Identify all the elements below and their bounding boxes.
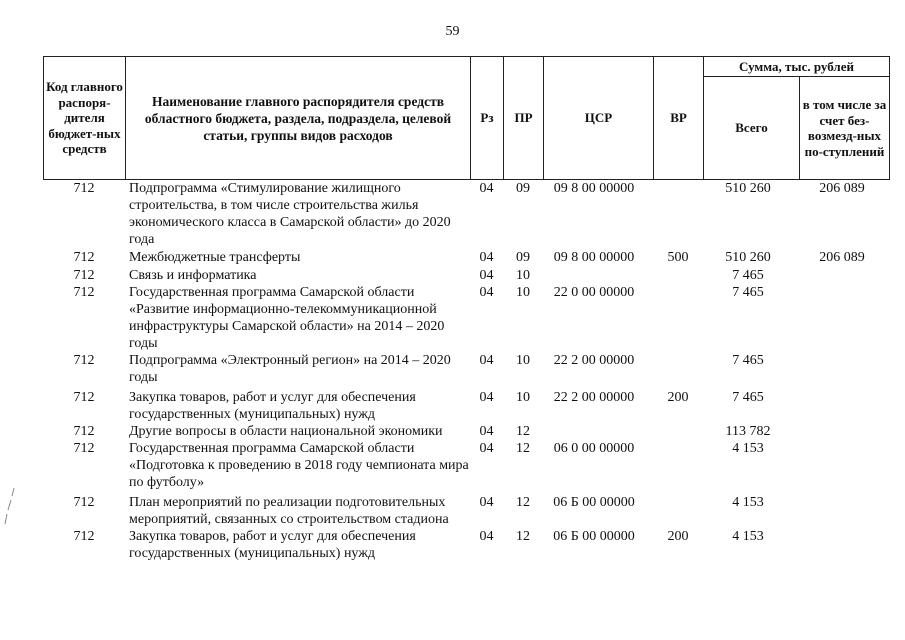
header-csr: ЦСР: [544, 57, 654, 180]
row-name: Государственная программа Самарской области «Подготовка к проведению в 2018 году чемпионата мира по футболу»: [129, 441, 469, 490]
table-header: [43, 56, 890, 180]
row-pr: 10: [516, 285, 530, 300]
row-csr: 06 0 00 00000: [553, 441, 635, 456]
row-code: 712: [73, 390, 95, 405]
row-pr: 12: [516, 441, 530, 456]
row-rz: 04: [479, 424, 494, 439]
row-rz: 04: [479, 181, 494, 196]
row-pr: 10: [516, 353, 530, 368]
row-pr: 10: [516, 268, 530, 283]
table-row: [43, 389, 889, 423]
row-incl: [799, 284, 889, 352]
row-code: 712: [73, 441, 95, 456]
row-name: Другие вопросы в области национальной экономики: [129, 424, 443, 439]
row-rz: 04: [479, 390, 494, 405]
row-total: 113 782: [725, 424, 771, 439]
row-incl: [799, 352, 889, 389]
row-code: 712: [73, 353, 95, 368]
row-vr: [653, 352, 703, 389]
row-vr: [653, 284, 703, 352]
row-rz: 04: [479, 268, 494, 283]
row-total: 510 260: [725, 250, 771, 265]
row-csr: 09 8 00 00000: [553, 181, 635, 196]
row-csr: 06 Б 00 00000: [553, 495, 635, 510]
row-vr: [653, 423, 703, 440]
row-total: 510 260: [725, 181, 771, 196]
row-incl: 206 089: [819, 250, 865, 265]
row-rz: 04: [479, 529, 494, 544]
header-rz: Рз: [471, 57, 504, 180]
row-vr: [653, 440, 703, 494]
row-code: 712: [73, 285, 95, 300]
row-vr: [653, 494, 703, 528]
scan-artifact: [2, 486, 18, 530]
row-name: Межбюджетные трансферты: [129, 250, 301, 265]
row-pr: 12: [516, 424, 530, 439]
row-csr: 22 0 00 00000: [553, 285, 635, 300]
row-code: 712: [73, 268, 95, 283]
row-rz: 04: [479, 353, 494, 368]
row-rz: 04: [479, 495, 494, 510]
row-total: 7 465: [732, 353, 764, 368]
row-incl: 206 089: [819, 181, 865, 196]
header-name: Наименование главного распорядителя средств областного бюджета, раздела, подраздела, целевой статьи, группы видов расходов: [126, 57, 471, 180]
row-pr: 09: [516, 250, 530, 265]
row-vr: 500: [667, 250, 689, 265]
row-vr: 200: [667, 529, 689, 544]
row-total: 4 153: [732, 441, 764, 456]
row-total: 4 153: [732, 529, 764, 544]
row-pr: 12: [516, 495, 530, 510]
header-vr: ВР: [654, 57, 704, 180]
row-rz: 04: [479, 441, 494, 456]
table-row: [43, 249, 889, 267]
table-row: [43, 352, 889, 389]
row-csr: [543, 423, 653, 440]
header-sum-group: Сумма, тыс. рублей: [704, 57, 890, 77]
row-code: 712: [73, 529, 95, 544]
table-row: [43, 180, 889, 249]
table-row: [43, 494, 889, 528]
row-vr: 200: [667, 390, 689, 405]
row-csr: [543, 267, 653, 284]
row-name: Государственная программа Самарской области «Развитие информационно-телекоммуникационной инфраструктуры Самарской области» на 2014 – 2020 годы: [129, 285, 445, 351]
row-csr: 06 Б 00 00000: [553, 529, 635, 544]
row-code: 712: [73, 424, 95, 439]
row-csr: 09 8 00 00000: [553, 250, 635, 265]
row-incl: [799, 494, 889, 528]
row-vr: [653, 180, 703, 249]
table-row: [43, 440, 889, 494]
row-incl: [799, 440, 889, 494]
row-name: Подпрограмма «Электронный регион» на 2014 – 2020 годы: [129, 353, 451, 385]
row-incl: [799, 423, 889, 440]
table-row: [43, 528, 889, 562]
row-vr: [653, 267, 703, 284]
row-name: План мероприятий по реализации подготовительных мероприятий, связанных со строительством стадиона: [129, 495, 449, 527]
row-total: 7 465: [732, 390, 764, 405]
header-total: Всего: [704, 77, 800, 180]
row-csr: 22 2 00 00000: [553, 390, 635, 405]
header-pr: ПР: [504, 57, 544, 180]
table-row: [43, 267, 889, 284]
header-incl: в том числе за счет без-возмезд-ных по-ступлений: [800, 77, 890, 180]
row-total: 7 465: [732, 268, 764, 283]
row-name: Закупка товаров, работ и услуг для обеспечения государственных (муниципальных) нужд: [129, 390, 416, 422]
row-name: Подпрограмма «Стимулирование жилищного строительства, в том числе строительства жилья экономического класса в Самарской области» до 2020 года: [129, 181, 451, 247]
row-incl: [799, 528, 889, 562]
table-row: [43, 423, 889, 440]
row-csr: 22 2 00 00000: [553, 353, 635, 368]
table-row: [43, 284, 889, 352]
header-code: Код главного распоря-дителя бюджет-ных средств: [44, 57, 126, 180]
row-pr: 12: [516, 529, 530, 544]
row-code: 712: [73, 181, 95, 196]
row-code: 712: [73, 495, 95, 510]
row-incl: [799, 267, 889, 284]
budget-table: [43, 180, 889, 562]
row-incl: [799, 389, 889, 423]
row-total: 4 153: [732, 495, 764, 510]
row-total: 7 465: [732, 285, 764, 300]
row-rz: 04: [479, 250, 494, 265]
row-pr: 10: [516, 390, 530, 405]
row-name: Закупка товаров, работ и услуг для обеспечения государственных (муниципальных) нужд: [129, 529, 416, 561]
row-rz: 04: [479, 285, 494, 300]
row-name: Связь и информатика: [129, 268, 257, 283]
row-code: 712: [73, 250, 95, 265]
row-pr: 09: [516, 181, 530, 196]
page-number: 59: [445, 24, 460, 39]
